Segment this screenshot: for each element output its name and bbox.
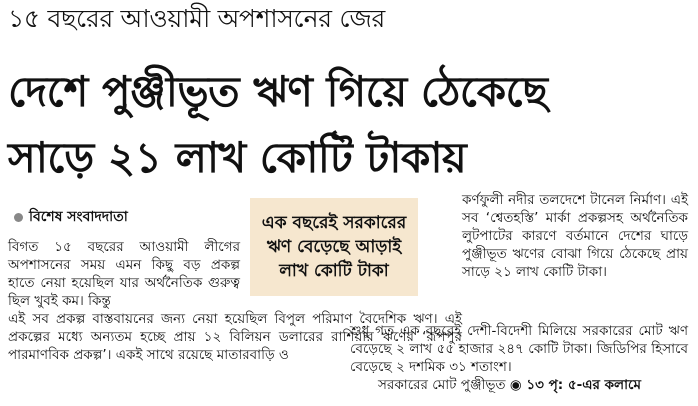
pull-quote-text: এক বছরেই সরকারের ঋণ বেড়েছে আড়াই লাখ কোটি টাকা bbox=[261, 213, 407, 281]
headline-line-1: দেশে পুঞ্জীভূত ঋণ গিয়ে ঠেকেছে bbox=[8, 67, 548, 116]
bullet-icon bbox=[14, 213, 23, 222]
article-column-1-continued: এই সব প্রকল্প বাস্তবায়নের জন্য নেয়া হয়েছিল বিপুল পরিমাণ বৈদেশিক ঋণ। এই প্রকল্পের মধ্যে অন্যতম হচ্ছে প্রায় ১২ বিলিয়ন ডলারের রাশিয়ার ঋণের ‘রূপপুর পারমাণবিক প্রকল্প’। একই সাথে রয়েছে মাতারবাড়ি ও bbox=[8, 311, 462, 363]
kicker-headline: ১৫ বছরের আওয়ামী অপশাসনের জের bbox=[8, 4, 385, 33]
article-last-text: সরকারের মোট পুঞ্জীভূত bbox=[378, 377, 506, 393]
pull-quote-box bbox=[250, 198, 418, 296]
headline-line-2: সাড়ে ২১ লাখ কোটি টাকায় bbox=[8, 133, 467, 182]
byline bbox=[14, 208, 128, 226]
continued-jump-link[interactable]: ◉ ১৩ পৃ: ৫-এর কলামে bbox=[509, 377, 641, 393]
article-column-1-narrow: বিগত ১৫ বছরের আওয়ামী লীগের অপশাসনের সময় এমন কিছু বড় প্রকল্প হাতে নেয়া হয়েছিল যার অর্থনৈতিক গুরুত্ব ছিল খুবই কম। কিন্তু bbox=[8, 239, 240, 309]
article-column-2-continued: শুধু গত এক বছরেই দেশী-বিদেশী মিলিয়ে সরকারের মোট ঋণ বেড়েছে ২ লাখ ৫৫ হাজার ২৪৭ কোটি টাকা। জিডিপির হিসাবে বেড়েছে ২ দশমিক ৩১ শতাংশ। bbox=[350, 323, 688, 375]
article-column-2-narrow: কর্ণফুলী নদীর তলদেশে টানেল নির্মাণ। এই সব ‘শ্বেতহস্তি’ মার্কা প্রকল্পসহ অর্থনৈতিক লুটপাটের কারণে বর্তমানে দেশের ঘাড়ে পুঞ্জীভূত ঋণের বোঝা গিয়ে ঠেকেছে প্রায় সাড়ে ২১ লাখ কোটি টাকা। bbox=[462, 192, 688, 280]
article-last-line bbox=[378, 376, 688, 394]
byline-text: বিশেষ সংবাদদাতা bbox=[29, 209, 128, 225]
